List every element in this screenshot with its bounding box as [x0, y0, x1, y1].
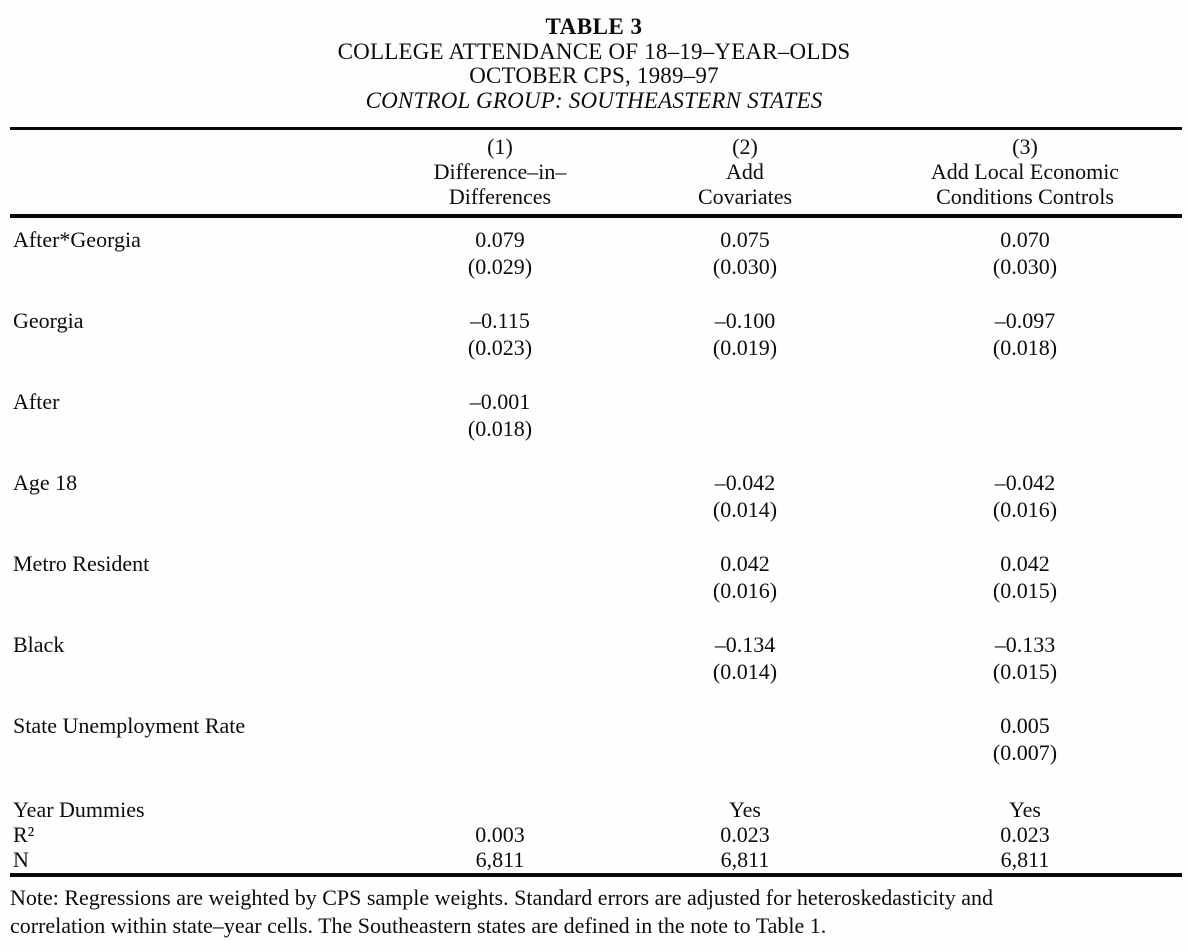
table-row-black [13, 631, 1180, 685]
table-row-after-georgia [13, 226, 1180, 280]
coef-cell [380, 631, 620, 658]
summary-row-n [13, 847, 1180, 872]
se-cell [380, 496, 620, 523]
table-title-block [0, 15, 1188, 113]
se-cell [380, 577, 620, 604]
coef-cell: 0.075 [720, 227, 770, 252]
column-number: (3) [1012, 134, 1038, 159]
column-label-line: Add [726, 159, 764, 184]
row-label: Metro Resident [13, 551, 150, 576]
se-cell: (0.014) [712, 659, 778, 684]
coef-cell [380, 469, 620, 496]
note-line: correlation within state–year cells. The Southeastern states are defined in the note to Table 1. [10, 913, 827, 938]
table-row-after [13, 388, 1180, 442]
se-cell: (0.023) [467, 335, 533, 360]
coef-cell: –0.133 [994, 632, 1056, 657]
column-number: (2) [732, 134, 758, 159]
note-line: Note: Regressions are weighted by CPS sample weights. Standard errors are adjusted for heteroskedasticity and [10, 885, 994, 910]
row-label: Georgia [13, 308, 84, 333]
summary-row-year-dummies [13, 797, 1180, 822]
row-label-spacer [13, 739, 380, 766]
row-label: R² [13, 822, 35, 847]
se-cell [380, 658, 620, 685]
column-number: (1) [487, 134, 513, 159]
se-cell: (0.014) [712, 497, 778, 522]
column-header-spacer [13, 134, 380, 209]
column-label-line: Add Local Economic [930, 159, 1120, 184]
table-number: TABLE 3 [545, 14, 643, 39]
column-label-line: Conditions Controls [936, 184, 1114, 209]
se-cell [620, 739, 870, 766]
se-cell [380, 739, 620, 766]
se-cell: (0.018) [992, 335, 1058, 360]
se-cell: (0.018) [467, 416, 533, 441]
row-label: Age 18 [13, 470, 78, 495]
coef-cell [380, 712, 620, 739]
table-note [10, 884, 1182, 940]
rule-below-header [10, 214, 1182, 218]
row-label-spacer [13, 577, 380, 604]
coef-cell: –0.042 [714, 470, 776, 495]
se-cell: (0.029) [467, 254, 533, 279]
column-header-2 [620, 134, 870, 209]
table-title: COLLEGE ATTENDANCE OF 18–19–YEAR–OLDS [337, 38, 851, 64]
column-header-3 [870, 134, 1180, 209]
row-label: State Unemployment Rate [13, 713, 246, 738]
table-subtitle-control-group: CONTROL GROUP: SOUTHEASTERN STATES [365, 87, 823, 113]
column-label-line: Difference–in– [433, 159, 567, 184]
coef-cell: 0.042 [720, 551, 770, 576]
table-row-age-18 [13, 469, 1180, 523]
summary-cell: 0.023 [720, 822, 770, 847]
coef-cell: –0.100 [714, 308, 776, 333]
summary-cell: 6,811 [475, 847, 525, 872]
summary-row-r-squared [13, 822, 1180, 847]
column-header-row [13, 134, 1180, 209]
summary-cell [380, 797, 620, 822]
row-label: Year Dummies [13, 797, 145, 822]
row-label-spacer [13, 496, 380, 523]
column-label-line: Differences [448, 184, 552, 209]
se-cell [620, 415, 870, 442]
se-cell: (0.016) [992, 497, 1058, 522]
coef-cell: –0.042 [994, 470, 1056, 495]
coef-cell [620, 388, 870, 415]
row-label-spacer [13, 415, 380, 442]
row-label: After [13, 389, 60, 414]
coef-cell: –0.134 [714, 632, 776, 657]
coef-cell: 0.070 [1000, 227, 1050, 252]
column-header-1 [380, 134, 620, 209]
coef-cell [380, 550, 620, 577]
table-row-georgia [13, 307, 1180, 361]
rule-below-title [10, 127, 1182, 130]
summary-cell: 6,811 [720, 847, 770, 872]
se-cell: (0.019) [712, 335, 778, 360]
row-label: Black [13, 632, 65, 657]
se-cell: (0.030) [712, 254, 778, 279]
se-cell: (0.015) [992, 578, 1058, 603]
se-cell: (0.016) [712, 578, 778, 603]
se-cell: (0.030) [992, 254, 1058, 279]
coef-cell: –0.115 [470, 308, 530, 333]
coef-cell [870, 388, 1180, 415]
coef-cell: 0.042 [1000, 551, 1050, 576]
row-label-spacer [13, 253, 380, 280]
summary-section [13, 797, 1180, 872]
summary-cell: Yes [728, 797, 761, 822]
summary-cell: Yes [1008, 797, 1041, 822]
table-row-metro-resident [13, 550, 1180, 604]
table-body [13, 226, 1180, 872]
rule-bottom [10, 873, 1182, 877]
coef-cell: –0.001 [469, 389, 531, 414]
summary-cell: 0.003 [475, 822, 525, 847]
row-label-spacer [13, 334, 380, 361]
coef-cell [620, 712, 870, 739]
row-label-spacer [13, 658, 380, 685]
summary-cell: 6,811 [1000, 847, 1050, 872]
table-subtitle-survey: OCTOBER CPS, 1989–97 [469, 63, 719, 88]
row-label: N [13, 847, 29, 872]
coef-cell: –0.097 [994, 308, 1056, 333]
column-label-line: Covariates [697, 184, 793, 209]
se-cell [870, 415, 1180, 442]
se-cell: (0.015) [992, 659, 1058, 684]
row-label: After*Georgia [13, 227, 141, 252]
se-cell: (0.007) [992, 740, 1058, 765]
table-row-state-unemployment-rate [13, 712, 1180, 766]
coef-cell: 0.005 [1000, 713, 1050, 738]
summary-cell: 0.023 [1000, 822, 1050, 847]
coef-cell: 0.079 [475, 227, 525, 252]
